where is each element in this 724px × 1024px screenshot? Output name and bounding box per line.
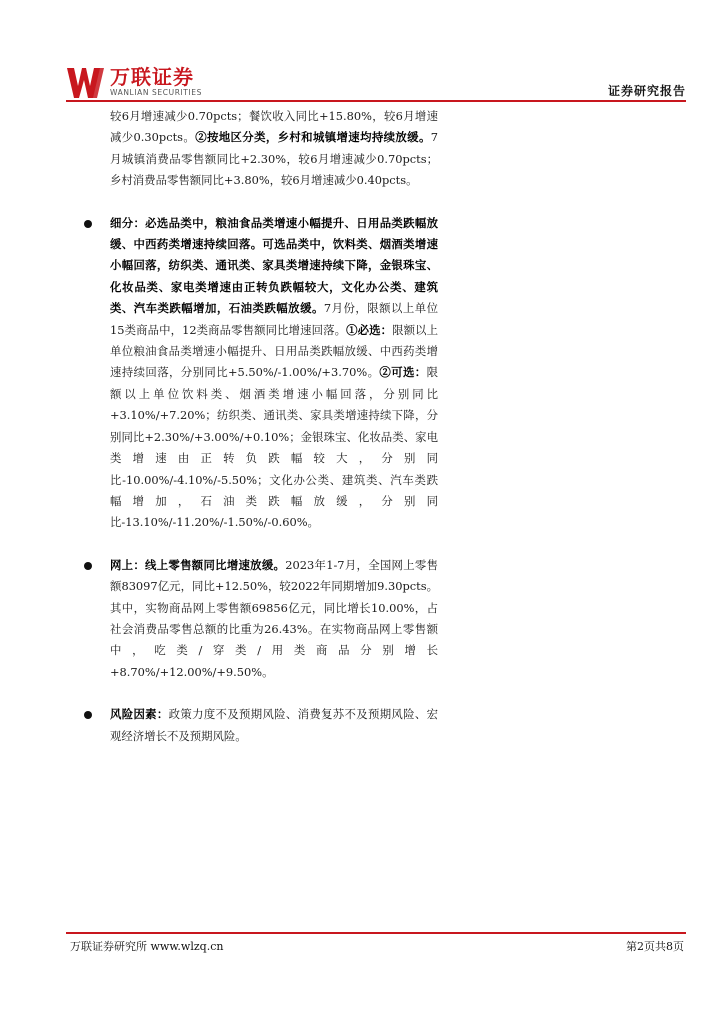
bold-run: ②按地区分类，乡村和城镇增速均持续放缓。: [195, 130, 431, 145]
text-run: 较6月增速减少0.70pcts；餐饮收入同比+15.80%，较6月增速减少0.30pcts。: [110, 109, 438, 145]
text-run: 7月城镇消费品零售额同比+2.30%，较6月增速减少0.70pcts；乡村消费品零售额同比+3.80%，较6月增速减少0.40pcts。: [110, 130, 438, 188]
continued-paragraph: [84, 106, 438, 192]
bullet-paragraph-segmentation: [84, 213, 438, 534]
bold-run: 细分：必选品类中，粮油食品类增速小幅提升、日用品类跌幅放缓、中西药类增速持续回落。可选品类中，饮料类、烟酒类增速小幅回落，纺织类、通讯类、家具类增速持续下降，金银珠宝、化妆品类、家电类增速由正转负跌幅较大，文化办公类、建筑类、汽车类跌幅增加，石油类跌幅放缓。: [110, 215, 438, 316]
page-number: 第2页共8页: [626, 940, 684, 953]
bullet-icon: [84, 562, 92, 570]
logo-text: 万联证券: [110, 65, 194, 89]
text-run: 2023年1-7月，全国网上零售额83097亿元，同比+12.50%，较2022年同期增加9.30pcts。其中，实物商品网上零售额69856亿元，同比增长10.00%，占社会消费品零售总额的比重为26.43%。在实物商品网上零售额中，吃类/穿类/用类商品分别增长+8.70%/+12.00%/+9.50%。: [110, 557, 438, 679]
text-run: 限额以上单位粮油食品类增速小幅提升、日用品类跌幅放缓、中西药类增速持续回落，分别同比+5.50%/-1.00%/+3.70%。: [110, 322, 438, 380]
company-logo: [66, 66, 266, 100]
text-run: 限额以上单位饮料类、烟酒类增速小幅回落，分别同比+3.10%/+7.20%；纺织类、通讯类、家具类增速持续下降，分别同比+2.30%/+3.00%/+0.10%；金银珠宝、化妆品类、家电类增速由正转负跌幅较大，分别同比-10.00%/-4.10%/-5.50%；文化办公类、建筑类、汽车类跌幅增加，石油类跌幅放缓，分别同比-13.10%/-11.20%/-1.50%/-0.60%。: [110, 365, 438, 530]
logo-subtext: WANLIAN SECURITIES: [110, 88, 203, 97]
text-run: 政策力度不及预期风险、消费复苏不及预期风险、宏观经济增长不及预期风险。: [110, 707, 438, 743]
bullet-paragraph-online: [84, 555, 438, 683]
bullet-paragraph-risk: [84, 704, 438, 747]
bold-run: ②可选：: [379, 365, 427, 380]
wanlian-logo-icon: [66, 66, 106, 100]
footer-source: 万联证券研究所 www.wlzq.cn: [70, 940, 224, 953]
header-divider: [66, 100, 686, 102]
bold-run: 网上：线上零售额同比增速放缓。: [110, 557, 286, 572]
report-body: [84, 106, 438, 747]
report-type-label: 证券研究报告: [607, 84, 686, 98]
bullet-icon: [84, 220, 92, 228]
text-run: 7月份，限额以上单位15类商品中，12类商品零售额同比增速回落。: [110, 301, 438, 337]
bold-run: 风险因素：: [110, 707, 169, 722]
bullet-icon: [84, 711, 92, 719]
bold-run: ①必选：: [346, 322, 393, 337]
footer-divider: [66, 932, 686, 934]
